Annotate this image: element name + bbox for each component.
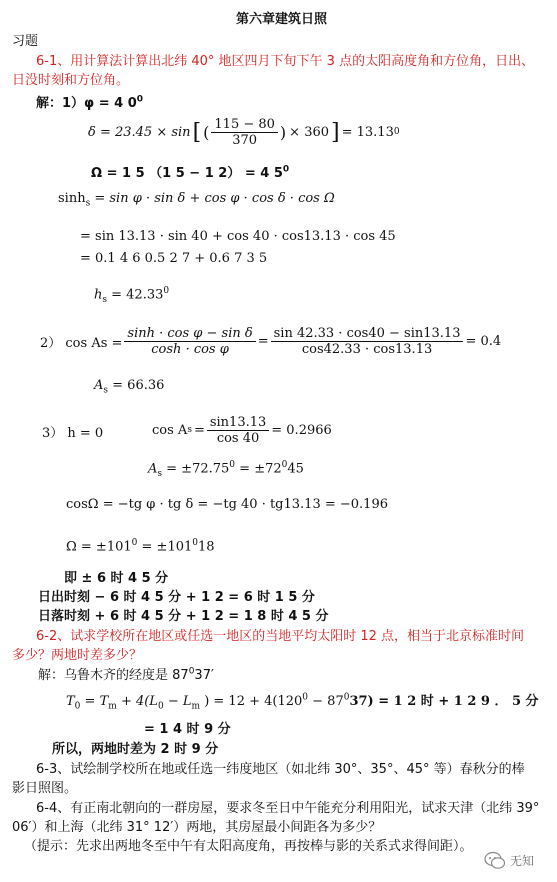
time-result: = 1 4 时 9 分 — [144, 722, 231, 737]
question-1-line-1: 6-1、用计算法计算出北纬 40° 地区四月下旬下午 3 点的太阳高度角和方位角，日出、 — [36, 54, 535, 69]
chapter-title: 第六章建筑日照 — [236, 12, 328, 27]
azimuth-fraction-2: $\frac{\sin 42.33 \cdot \cos 40 - \sin 13.13}{\cos 42.33 \cdot \cos 13.13}$ — [271, 326, 464, 357]
question-4-line-1: 6-4、有正南北朝向的一群房屋，要求冬至日中午能充分利用阳光，试求天津（北纬 39° — [36, 801, 540, 816]
result-sunset: 日落时刻 + 6 时 4 5 分 + 1 2 = 1 8 时 4 5 分 — [38, 609, 329, 624]
azimuth-formula: 2） cos As = $\frac{\text{sinh · cos φ − sin δ}}{\text{cosh · cos φ}}$ = $\frac{\sin 42.33 \cdot \cos 40 - \sin 13.13}{\cos 42.33 \cdot \cos 13.13}$ = 0.4 — [40, 325, 502, 357]
time-difference: 所以，两地时差为 2 时 9 分 — [52, 742, 219, 757]
question-3-line-2: 影日照图。 — [12, 781, 78, 796]
solution-1-label: 解：1）φ = 4 $0^0$ — [36, 94, 144, 111]
sinh-step-1: = sin 13.13 · sin 40 + cos 40 · cos13.13 · cos 45 — [80, 229, 396, 244]
section-heading: 习题 — [12, 34, 39, 49]
chat-bubble-icon — [484, 850, 506, 872]
question-1-line-2: 日没时刻和方位角。 — [12, 73, 130, 88]
part-3-formula: cos A s = $\frac{\sin 13.13}{\cos 40}$ = 0.2966 — [152, 414, 332, 446]
sinh-formula: $\sinh_s = \sin \varphi \cdot \sin \delta + \cos \varphi \cdot \cos \delta \cdot \cos \Omega$ — [58, 191, 335, 209]
omega-formula: Ω = 1 5 （1 5 − 1 2） = 4 $5^0$ — [91, 164, 290, 181]
hs-result: $h_s = 42.33^0$ — [94, 286, 170, 305]
a-result: $A_s = \pm 72.75^0 = \pm 72^045$ — [148, 460, 304, 479]
part-3-label: 3） h = 0 — [42, 426, 104, 441]
question-2-line-2: 多少？两地时差多少？ — [12, 648, 143, 663]
as-result: $A_s = 66.36$ — [94, 378, 165, 396]
omega-2-result: $\Omega = \pm 101^0 = \pm 101^018$ — [66, 538, 215, 555]
question-4-hint: （提示：先求出两地冬至中午有太阳高度角，再按棒与影的关系式求得间距）。 — [24, 839, 473, 854]
delta-fraction: $\frac{115 - 80}{370}$ — [211, 117, 278, 148]
delta-formula: δ = 23.45 × sin [ ( $\frac{115 - 80}{370}$ ) × 360 ] = 13.13 0 — [88, 116, 400, 148]
question-2-line-1: 6-2、试求学校所在地区或任选一地区的当地平均太阳时 12 点，相当于北京标准时间 — [36, 629, 525, 644]
azimuth-fraction-1: $\frac{\text{sinh · cos φ − sin δ}}{\text{cosh · cos φ}}$ — [124, 326, 255, 357]
time-formula: $T_0 = T_m + 4(L_0 - L_m$ ) = $12 + 4(120^0 - 87^037) = 1$ 2 时 + 1 2 9 ． 5 分 — [66, 692, 539, 712]
cos-omega-formula: cosΩ = −tg φ · tg δ = −tg 40 · tg13.13 = −0.196 — [66, 497, 388, 512]
result-sunrise: 日出时刻 − 6 时 4 5 分 + 1 2 = 6 时 1 5 分 — [38, 590, 315, 605]
sinh-step-2: = 0.1 4 6 0.5 2 7 + 0.6 7 3 5 — [80, 251, 268, 266]
watermark-text: 无知 — [510, 854, 535, 868]
question-3-line-1: 6-3、试绘制学校所在地或任选一纬度地区（如北纬 30°、35°、45° 等）春秋分的棒 — [36, 762, 525, 777]
solution-2-intro: 解：乌鲁木齐的经度是 $87^037'$ — [38, 666, 214, 683]
part-3-fraction: $\frac{\sin 13.13}{\cos 40}$ — [207, 415, 269, 446]
result-line-1: 即 ± 6 时 4 5 分 — [64, 571, 169, 586]
watermark-logo — [484, 848, 544, 874]
question-4-line-2: 06′）和上海（北纬 31° 12′）两地，其房屋最小间距各为多少？ — [12, 820, 382, 835]
